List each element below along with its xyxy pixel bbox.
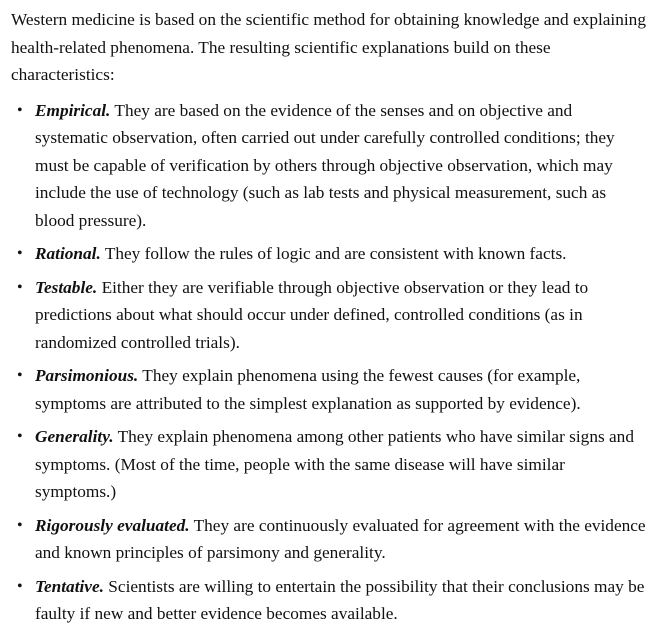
description-rigorously-evaluated: They are continuously evaluated for agreement with the evidence and known principles of parsimony and generality. xyxy=(35,515,646,562)
term-testable: Testable. xyxy=(35,277,98,297)
bullet-icon: • xyxy=(17,101,23,119)
intro-paragraph: Western medicine is based on the scientific method for obtaining knowledge and explaining health-related phenomena. The resulting scientific explanations build on these characteristics: xyxy=(11,10,646,84)
list-item-tentative xyxy=(11,573,649,628)
description-rational: They follow the rules of logic and are consistent with known facts. xyxy=(104,244,567,263)
description-empirical: They are based on the evidence of the senses and on objective and systematic observation, often carried out under carefully controlled conditions; they must be capable of verification by others through objective observation, which may include the use of technology (such as lab tests and physical measurement, such as blood pressure). xyxy=(35,100,615,230)
characteristics-list xyxy=(11,97,649,628)
bullet-icon: • xyxy=(17,367,23,384)
term-rational: Rational. xyxy=(35,244,101,263)
bullet-icon: • xyxy=(17,245,23,262)
list-item-rational xyxy=(11,240,649,268)
list-item-generality xyxy=(11,423,649,506)
bullet-icon: • xyxy=(17,428,23,445)
term-tentative: Tentative. xyxy=(35,576,104,596)
description-tentative: Scientists are willing to entertain the possibility that their conclusions may be faulty if new and better evidence becomes available. xyxy=(35,576,645,623)
description-testable: Either they are verifiable through objective observation or they lead to predictions about what should occur under defined, controlled conditions (as in randomized controlled trials). xyxy=(35,277,589,352)
bullet-icon: • xyxy=(17,278,23,296)
term-empirical: Empirical. xyxy=(35,100,111,120)
description-parsimonious: They explain phenomena using the fewest causes (for example, symptoms are attributed to the simplest explanation as supported by evidence). xyxy=(35,366,581,413)
list-item-empirical xyxy=(11,97,649,235)
description-generality: They explain phenomena among other patients who have similar signs and symptoms. (Most of the time, people with the same disease will have similar symptoms.) xyxy=(35,427,634,501)
list-item-rigorously-evaluated xyxy=(11,512,649,567)
bullet-icon: • xyxy=(17,577,23,595)
term-rigorously-evaluated: Rigorously evaluated. xyxy=(35,515,190,535)
term-parsimonious: Parsimonious. xyxy=(35,366,139,385)
bullet-icon: • xyxy=(17,516,23,534)
list-item-parsimonious xyxy=(11,362,649,417)
term-generality: Generality. xyxy=(35,427,114,446)
list-item-testable xyxy=(11,274,649,357)
